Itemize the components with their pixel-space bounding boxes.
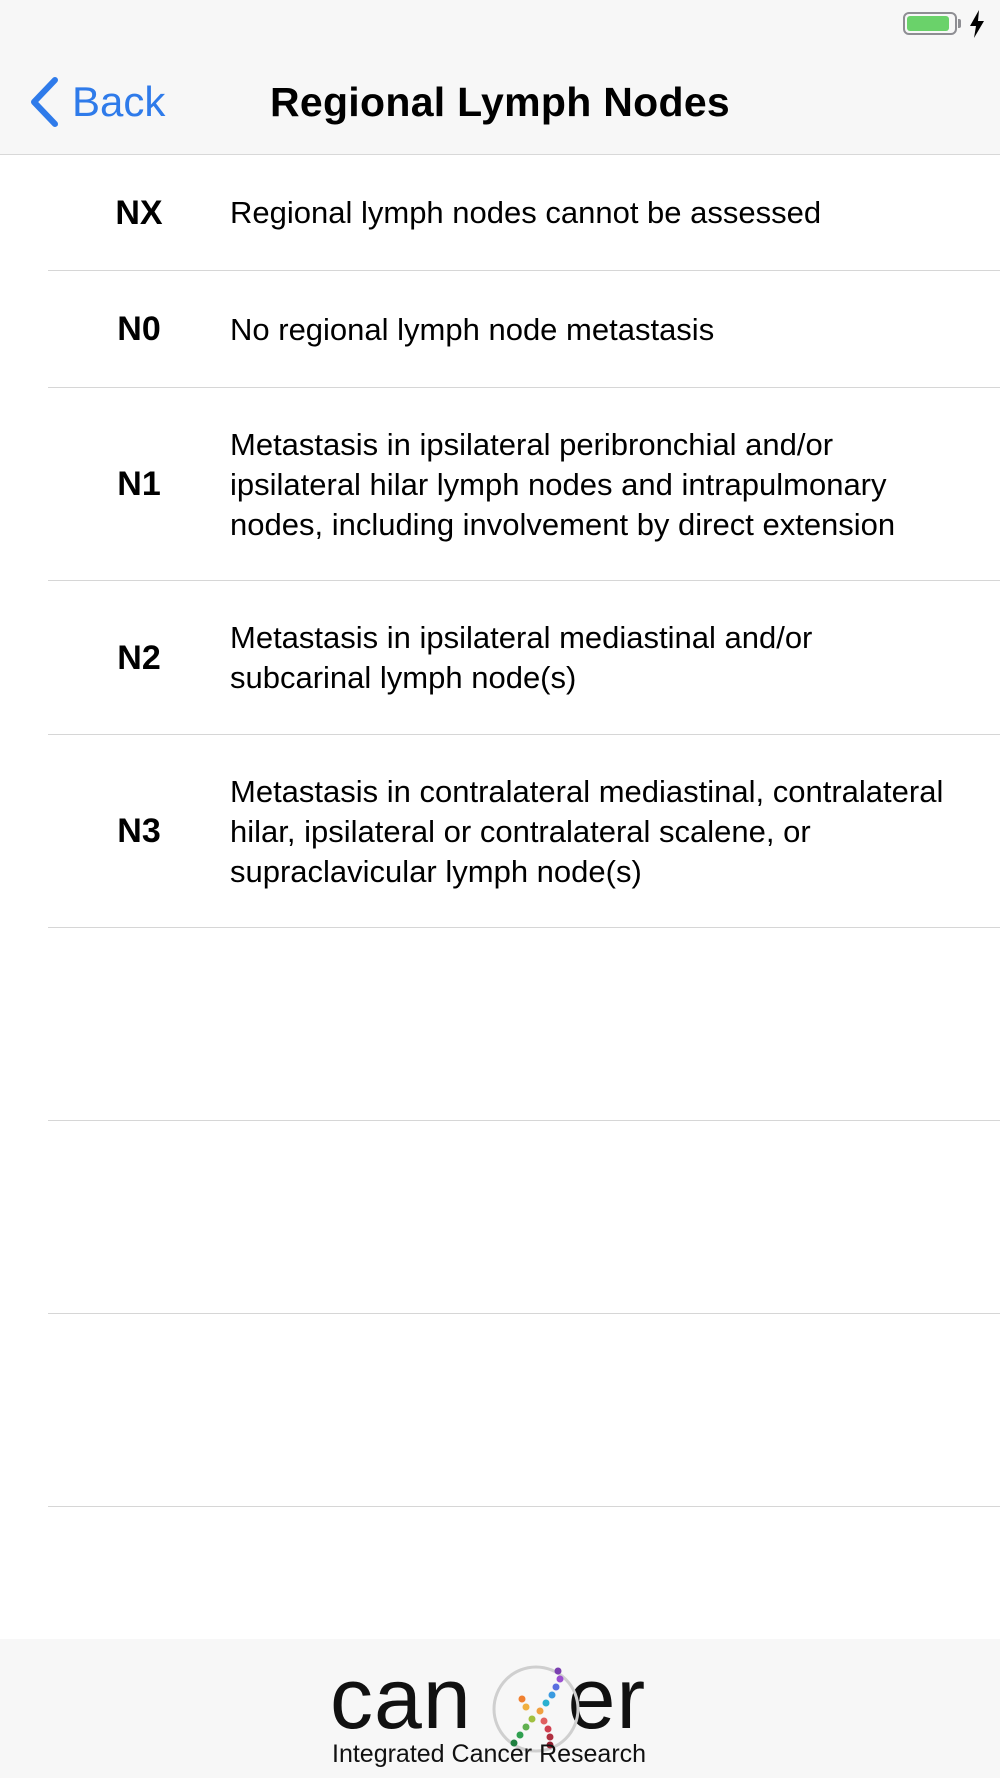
logo-word-start: can bbox=[330, 1651, 472, 1747]
canxer-logo bbox=[330, 1649, 670, 1774]
lymph-node-stage-list bbox=[0, 155, 1000, 1507]
list-item[interactable] bbox=[0, 271, 1000, 388]
chevron-left-icon bbox=[28, 76, 60, 128]
logo-tagline: Integrated Cancer Research bbox=[332, 1740, 647, 1768]
back-button[interactable] bbox=[28, 72, 165, 132]
battery-cap bbox=[958, 19, 961, 28]
stage-description: Regional lymph nodes cannot be assessed bbox=[230, 195, 822, 230]
logo-word-end: er bbox=[567, 1651, 647, 1747]
list-item[interactable] bbox=[0, 388, 1000, 581]
stage-description: Metastasis in contralateral mediastinal, contralateral hilar, ipsilateral or contralateral scalene, or supraclavicular lymph node(s) bbox=[230, 773, 944, 889]
list-item[interactable] bbox=[0, 155, 1000, 271]
empty-list-item bbox=[0, 928, 1000, 1121]
stage-description: Metastasis in ipsilateral peribronchial and/or ipsilateral hilar lymph nodes and intrapulmonary nodes, including involvement by direct extension bbox=[230, 426, 896, 542]
list-item[interactable] bbox=[0, 581, 1000, 735]
stage-code: NX bbox=[115, 193, 163, 232]
empty-list-item bbox=[0, 1121, 1000, 1314]
navigation-bar bbox=[0, 50, 1000, 155]
stage-code: N2 bbox=[117, 638, 161, 677]
footer bbox=[0, 1639, 1000, 1778]
list-item[interactable] bbox=[0, 735, 1000, 928]
lightning-bolt-icon bbox=[968, 10, 986, 38]
back-label: Back bbox=[72, 78, 166, 125]
battery-fill bbox=[907, 16, 949, 31]
page-title: Regional Lymph Nodes bbox=[269, 79, 731, 125]
status-bar bbox=[0, 0, 1000, 50]
empty-list-item bbox=[0, 1314, 1000, 1507]
stage-description: No regional lymph node metastasis bbox=[230, 311, 715, 347]
stage-code: N3 bbox=[117, 812, 161, 850]
battery-icon bbox=[903, 12, 957, 35]
stage-code: N1 bbox=[117, 465, 161, 503]
stage-code: N0 bbox=[117, 310, 161, 348]
stage-description: Metastasis in ipsilateral mediastinal and/or subcarinal lymph node(s) bbox=[230, 620, 813, 695]
